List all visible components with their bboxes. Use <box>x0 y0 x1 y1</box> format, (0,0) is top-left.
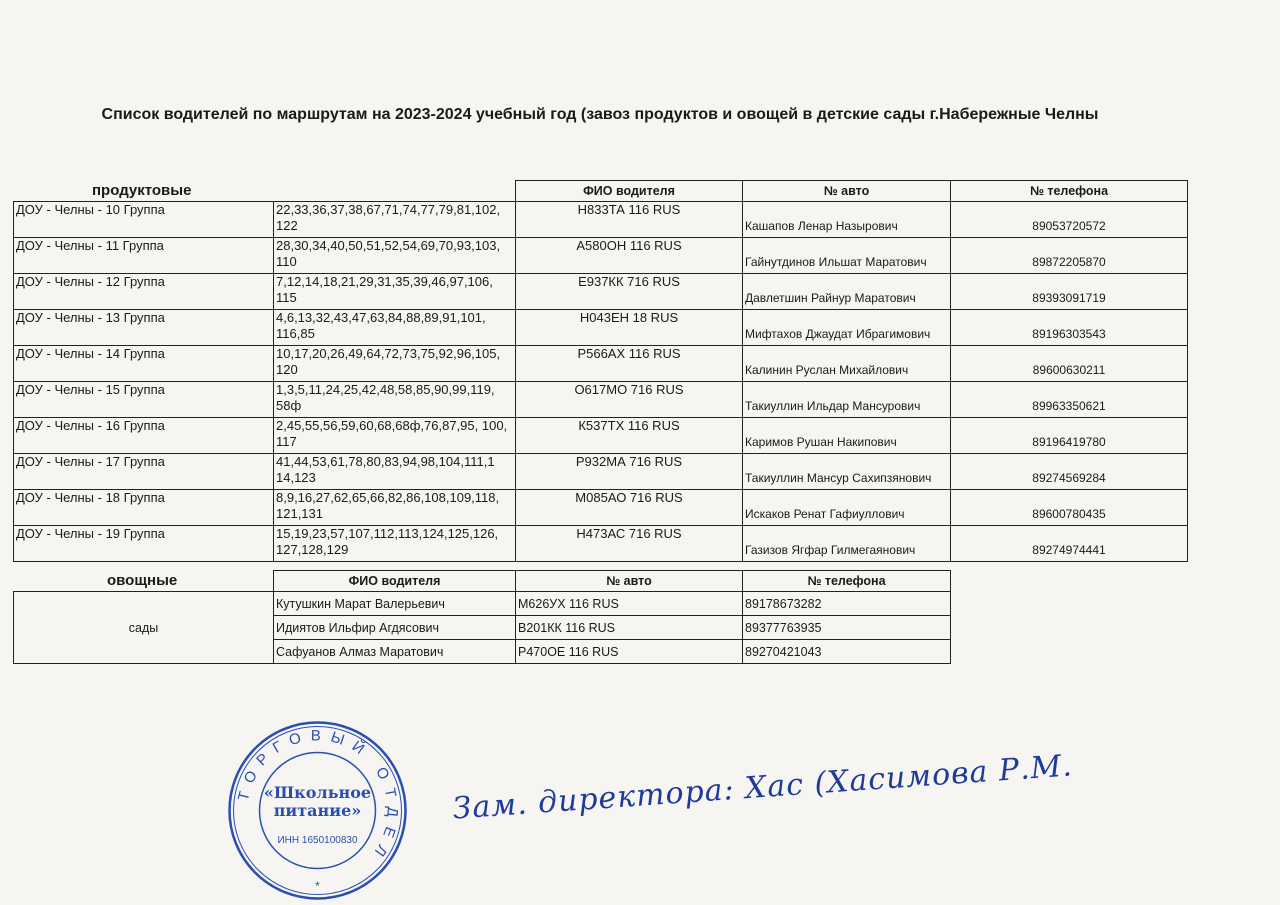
phone-cell: 89600780435 <box>951 490 1188 526</box>
header-phone: № телефона <box>951 181 1188 202</box>
header-plate: № авто <box>743 181 951 202</box>
plate-cell: Е937КК 716 RUS <box>516 274 743 310</box>
plate-cell: М085АО 716 RUS <box>516 490 743 526</box>
document-title: Список водителей по маршрутам на 2023-2024 учебный год (завоз продуктов и овощей в детские сады г.Набережные Челны <box>101 106 1099 123</box>
table-row <box>14 454 1188 490</box>
driver-cell: Идиятов Ильфир Агдясович <box>274 616 516 640</box>
group-cell: ДОУ - Челны - 16 Группа <box>14 418 274 454</box>
group-cell: ДОУ - Челны - 10 Группа <box>14 202 274 238</box>
routes-cell: 22,33,36,37,38,67,71,74,77,79,81,102, 122 <box>274 202 516 238</box>
plate-cell: Н833ТА 116 RUS <box>516 202 743 238</box>
table-row <box>14 274 1188 310</box>
routes-cell: 2,45,55,56,59,60,68,68ф,76,87,95, 100, 117 <box>274 418 516 454</box>
routes-cell: 10,17,20,26,49,64,72,73,75,92,96,105, 120 <box>274 346 516 382</box>
svg-text:*: * <box>315 879 320 893</box>
vegetables-header-row <box>14 571 951 592</box>
table-row <box>14 490 1188 526</box>
phone-cell: 89963350621 <box>951 382 1188 418</box>
plate-cell: А580ОН 116 RUS <box>516 238 743 274</box>
group-cell: ДОУ - Челны - 18 Группа <box>14 490 274 526</box>
section-vegetables-label: овощные <box>107 572 178 589</box>
phone-cell: 89377763935 <box>743 616 951 640</box>
routes-cell: 8,9,16,27,62,65,66,82,86,108,109,118, 121,131 <box>274 490 516 526</box>
vegetables-table <box>13 570 951 664</box>
table-row <box>14 310 1188 346</box>
svg-text:«Школьное: «Школьное <box>263 783 372 802</box>
driver-cell: Газизов Ягфар Гилмегаянович <box>743 526 951 562</box>
phone-cell: 89274569284 <box>951 454 1188 490</box>
driver-cell: Искаков Ренат Гафиуллович <box>743 490 951 526</box>
plate-cell: Р932МА 716 RUS <box>516 454 743 490</box>
routes-cell: 7,12,14,18,21,29,31,35,39,46,97,106, 115 <box>274 274 516 310</box>
group-cell: ДОУ - Челны - 14 Группа <box>14 346 274 382</box>
phone-cell: 89053720572 <box>951 202 1188 238</box>
plate-cell: М626УХ 116 RUS <box>516 592 743 616</box>
phone-cell: 89600630211 <box>951 346 1188 382</box>
driver-cell: Калинин Руслан Михайлович <box>743 346 951 382</box>
driver-cell: Гайнутдинов Ильшат Маратович <box>743 238 951 274</box>
plate-cell: Н043ЕН 18 RUS <box>516 310 743 346</box>
plate-cell: Р470ОЕ 116 RUS <box>516 640 743 664</box>
group-cell: ДОУ - Челны - 13 Группа <box>14 310 274 346</box>
group-cell: ДОУ - Челны - 11 Группа <box>14 238 274 274</box>
driver-cell: Сафуанов Алмаз Маратович <box>274 640 516 664</box>
plate-cell: О617МО 716 RUS <box>516 382 743 418</box>
company-stamp <box>225 718 410 903</box>
group-cell: ДОУ - Челны - 17 Группа <box>14 454 274 490</box>
phone-cell: 89393091719 <box>951 274 1188 310</box>
header-driver: ФИО водителя <box>274 571 516 592</box>
table-row <box>14 592 951 616</box>
table-row <box>14 526 1188 562</box>
routes-cell: 1,3,5,11,24,25,42,48,58,85,90,99,119, 58ф <box>274 382 516 418</box>
driver-cell: Кутушкин Марат Валерьевич <box>274 592 516 616</box>
table-row <box>14 238 1188 274</box>
driver-cell: Давлетшин Райнур Маратович <box>743 274 951 310</box>
phone-cell: 89196303543 <box>951 310 1188 346</box>
group-cell: ДОУ - Челны - 19 Группа <box>14 526 274 562</box>
signature: Зам. директора: Хас (Хасимова Р.М. <box>451 748 1074 827</box>
header-plate: № авто <box>516 571 743 592</box>
section-products-label: продуктовые <box>92 182 192 199</box>
plate-cell: К537ТХ 116 RUS <box>516 418 743 454</box>
driver-cell: Мифтахов Джаудат Ибрагимович <box>743 310 951 346</box>
plate-cell: Р566АХ 116 RUS <box>516 346 743 382</box>
driver-cell: Такиуллин Ильдар Мансурович <box>743 382 951 418</box>
driver-cell: Каримов Рушан Накипович <box>743 418 951 454</box>
phone-cell: 89196419780 <box>951 418 1188 454</box>
header-phone: № телефона <box>743 571 951 592</box>
routes-cell: 41,44,53,61,78,80,83,94,98,104,111,1 14,123 <box>274 454 516 490</box>
group-cell: сады <box>14 592 274 664</box>
routes-cell: 4,6,13,32,43,47,63,84,88,89,91,101, 116,85 <box>274 310 516 346</box>
svg-text:ИНН 1650100830: ИНН 1650100830 <box>277 835 358 846</box>
table-row <box>14 418 1188 454</box>
table-row <box>14 382 1188 418</box>
group-cell: ДОУ - Челны - 15 Группа <box>14 382 274 418</box>
driver-cell: Такиуллин Мансур Сахипзянович <box>743 454 951 490</box>
phone-cell: 89178673282 <box>743 592 951 616</box>
phone-cell: 89872205870 <box>951 238 1188 274</box>
svg-text:питание»: питание» <box>273 801 362 820</box>
phone-cell: 89274974441 <box>951 526 1188 562</box>
group-cell: ДОУ - Челны - 12 Группа <box>14 274 274 310</box>
svg-text:ТОРГОВЫЙ ОТДЕЛ: ТОРГОВЫЙ ОТДЕЛ <box>234 727 401 867</box>
header-driver: ФИО водителя <box>516 181 743 202</box>
phone-cell: 89270421043 <box>743 640 951 664</box>
plate-cell: В201КК 116 RUS <box>516 616 743 640</box>
table-row <box>14 346 1188 382</box>
products-table <box>13 180 1188 562</box>
routes-cell: 15,19,23,57,107,112,113,124,125,126, 127,128,129 <box>274 526 516 562</box>
plate-cell: Н473АС 716 RUS <box>516 526 743 562</box>
driver-cell: Кашапов Ленар Назырович <box>743 202 951 238</box>
table-row <box>14 202 1188 238</box>
products-header-row <box>14 181 1188 202</box>
routes-cell: 28,30,34,40,50,51,52,54,69,70,93,103, 110 <box>274 238 516 274</box>
